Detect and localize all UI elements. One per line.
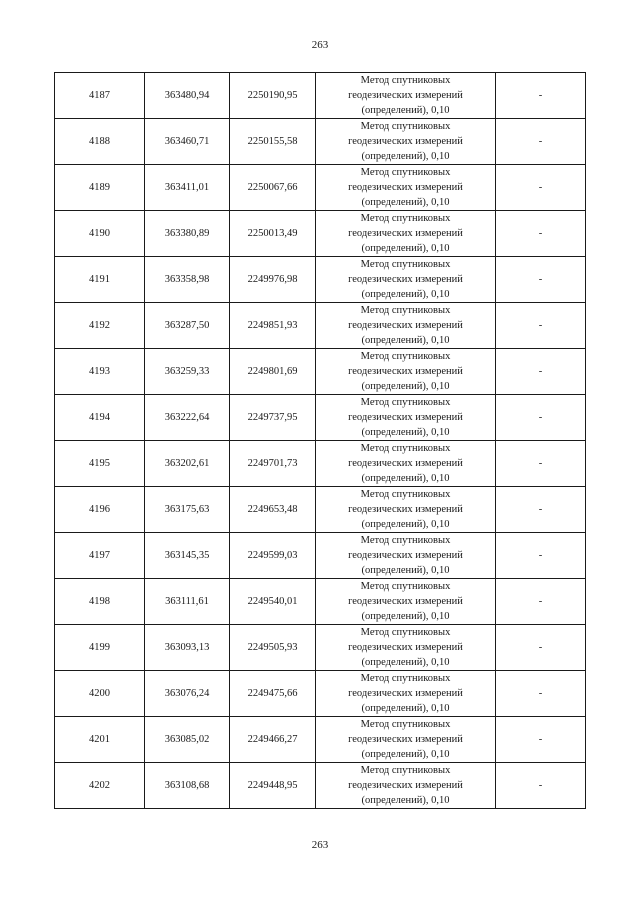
method-cell: Метод спутниковых геодезических измерений (определений), 0,10 [316,763,496,809]
point-number-cell: 4191 [55,257,145,303]
method-cell: Метод спутниковых геодезических измерений (определений), 0,10 [316,671,496,717]
note-cell: - [496,625,586,671]
method-cell: Метод спутниковых геодезических измерений (определений), 0,10 [316,119,496,165]
method-cell: Метод спутниковых геодезических измерений (определений), 0,10 [316,625,496,671]
table-row [55,579,586,625]
table-row [55,395,586,441]
x-coordinate-cell: 363222,64 [145,395,230,441]
y-coordinate-cell: 2249701,73 [230,441,316,487]
x-coordinate-cell: 363358,98 [145,257,230,303]
method-cell: Метод спутниковых геодезических измерений (определений), 0,10 [316,487,496,533]
point-number-cell: 4199 [55,625,145,671]
coordinates-table [54,72,586,809]
point-number-cell: 4189 [55,165,145,211]
note-cell: - [496,119,586,165]
point-number-cell: 4201 [55,717,145,763]
method-cell: Метод спутниковых геодезических измерений (определений), 0,10 [316,533,496,579]
x-coordinate-cell: 363076,24 [145,671,230,717]
method-cell: Метод спутниковых геодезических измерений (определений), 0,10 [316,211,496,257]
y-coordinate-cell: 2249475,66 [230,671,316,717]
coordinates-table-body [55,73,586,809]
y-coordinate-cell: 2249976,98 [230,257,316,303]
table-row [55,671,586,717]
note-cell: - [496,349,586,395]
method-cell: Метод спутниковых геодезических измерений (определений), 0,10 [316,441,496,487]
x-coordinate-cell: 363085,02 [145,717,230,763]
point-number-cell: 4194 [55,395,145,441]
y-coordinate-cell: 2249505,93 [230,625,316,671]
y-coordinate-cell: 2249466,27 [230,717,316,763]
point-number-cell: 4188 [55,119,145,165]
method-cell: Метод спутниковых геодезических измерений (определений), 0,10 [316,303,496,349]
table-row [55,441,586,487]
table-row [55,73,586,119]
y-coordinate-cell: 2249653,48 [230,487,316,533]
method-cell: Метод спутниковых геодезических измерений (определений), 0,10 [316,349,496,395]
table-row [55,349,586,395]
note-cell: - [496,579,586,625]
note-cell: - [496,303,586,349]
x-coordinate-cell: 363480,94 [145,73,230,119]
point-number-cell: 4202 [55,763,145,809]
y-coordinate-cell: 2250013,49 [230,211,316,257]
x-coordinate-cell: 363287,50 [145,303,230,349]
point-number-cell: 4193 [55,349,145,395]
note-cell: - [496,763,586,809]
y-coordinate-cell: 2249448,95 [230,763,316,809]
table-row [55,303,586,349]
y-coordinate-cell: 2249851,93 [230,303,316,349]
table-row [55,165,586,211]
point-number-cell: 4187 [55,73,145,119]
x-coordinate-cell: 363411,01 [145,165,230,211]
note-cell: - [496,257,586,303]
point-number-cell: 4190 [55,211,145,257]
note-cell: - [496,441,586,487]
x-coordinate-cell: 363111,61 [145,579,230,625]
x-coordinate-cell: 363145,35 [145,533,230,579]
note-cell: - [496,533,586,579]
table-row [55,763,586,809]
note-cell: - [496,487,586,533]
x-coordinate-cell: 363108,68 [145,763,230,809]
point-number-cell: 4200 [55,671,145,717]
y-coordinate-cell: 2250067,66 [230,165,316,211]
x-coordinate-cell: 363093,13 [145,625,230,671]
note-cell: - [496,211,586,257]
method-cell: Метод спутниковых геодезических измерений (определений), 0,10 [316,579,496,625]
y-coordinate-cell: 2249599,03 [230,533,316,579]
point-number-cell: 4192 [55,303,145,349]
x-coordinate-cell: 363202,61 [145,441,230,487]
page-number-top: 263 [311,39,329,51]
method-cell: Метод спутниковых геодезических измерений (определений), 0,10 [316,395,496,441]
point-number-cell: 4198 [55,579,145,625]
table-row [55,487,586,533]
point-number-cell: 4196 [55,487,145,533]
page-number-bottom: 263 [311,839,329,851]
point-number-cell: 4195 [55,441,145,487]
note-cell: - [496,671,586,717]
method-cell: Метод спутниковых геодезических измерений (определений), 0,10 [316,73,496,119]
x-coordinate-cell: 363460,71 [145,119,230,165]
table-row [55,533,586,579]
table-row [55,717,586,763]
note-cell: - [496,73,586,119]
note-cell: - [496,395,586,441]
x-coordinate-cell: 363175,63 [145,487,230,533]
table-row [55,119,586,165]
note-cell: - [496,165,586,211]
x-coordinate-cell: 363380,89 [145,211,230,257]
x-coordinate-cell: 363259,33 [145,349,230,395]
y-coordinate-cell: 2249801,69 [230,349,316,395]
y-coordinate-cell: 2250155,58 [230,119,316,165]
method-cell: Метод спутниковых геодезических измерений (определений), 0,10 [316,717,496,763]
table-row [55,625,586,671]
y-coordinate-cell: 2250190,95 [230,73,316,119]
note-cell: - [496,717,586,763]
point-number-cell: 4197 [55,533,145,579]
table-row [55,211,586,257]
y-coordinate-cell: 2249737,95 [230,395,316,441]
table-row [55,257,586,303]
method-cell: Метод спутниковых геодезических измерений (определений), 0,10 [316,257,496,303]
method-cell: Метод спутниковых геодезических измерений (определений), 0,10 [316,165,496,211]
y-coordinate-cell: 2249540,01 [230,579,316,625]
